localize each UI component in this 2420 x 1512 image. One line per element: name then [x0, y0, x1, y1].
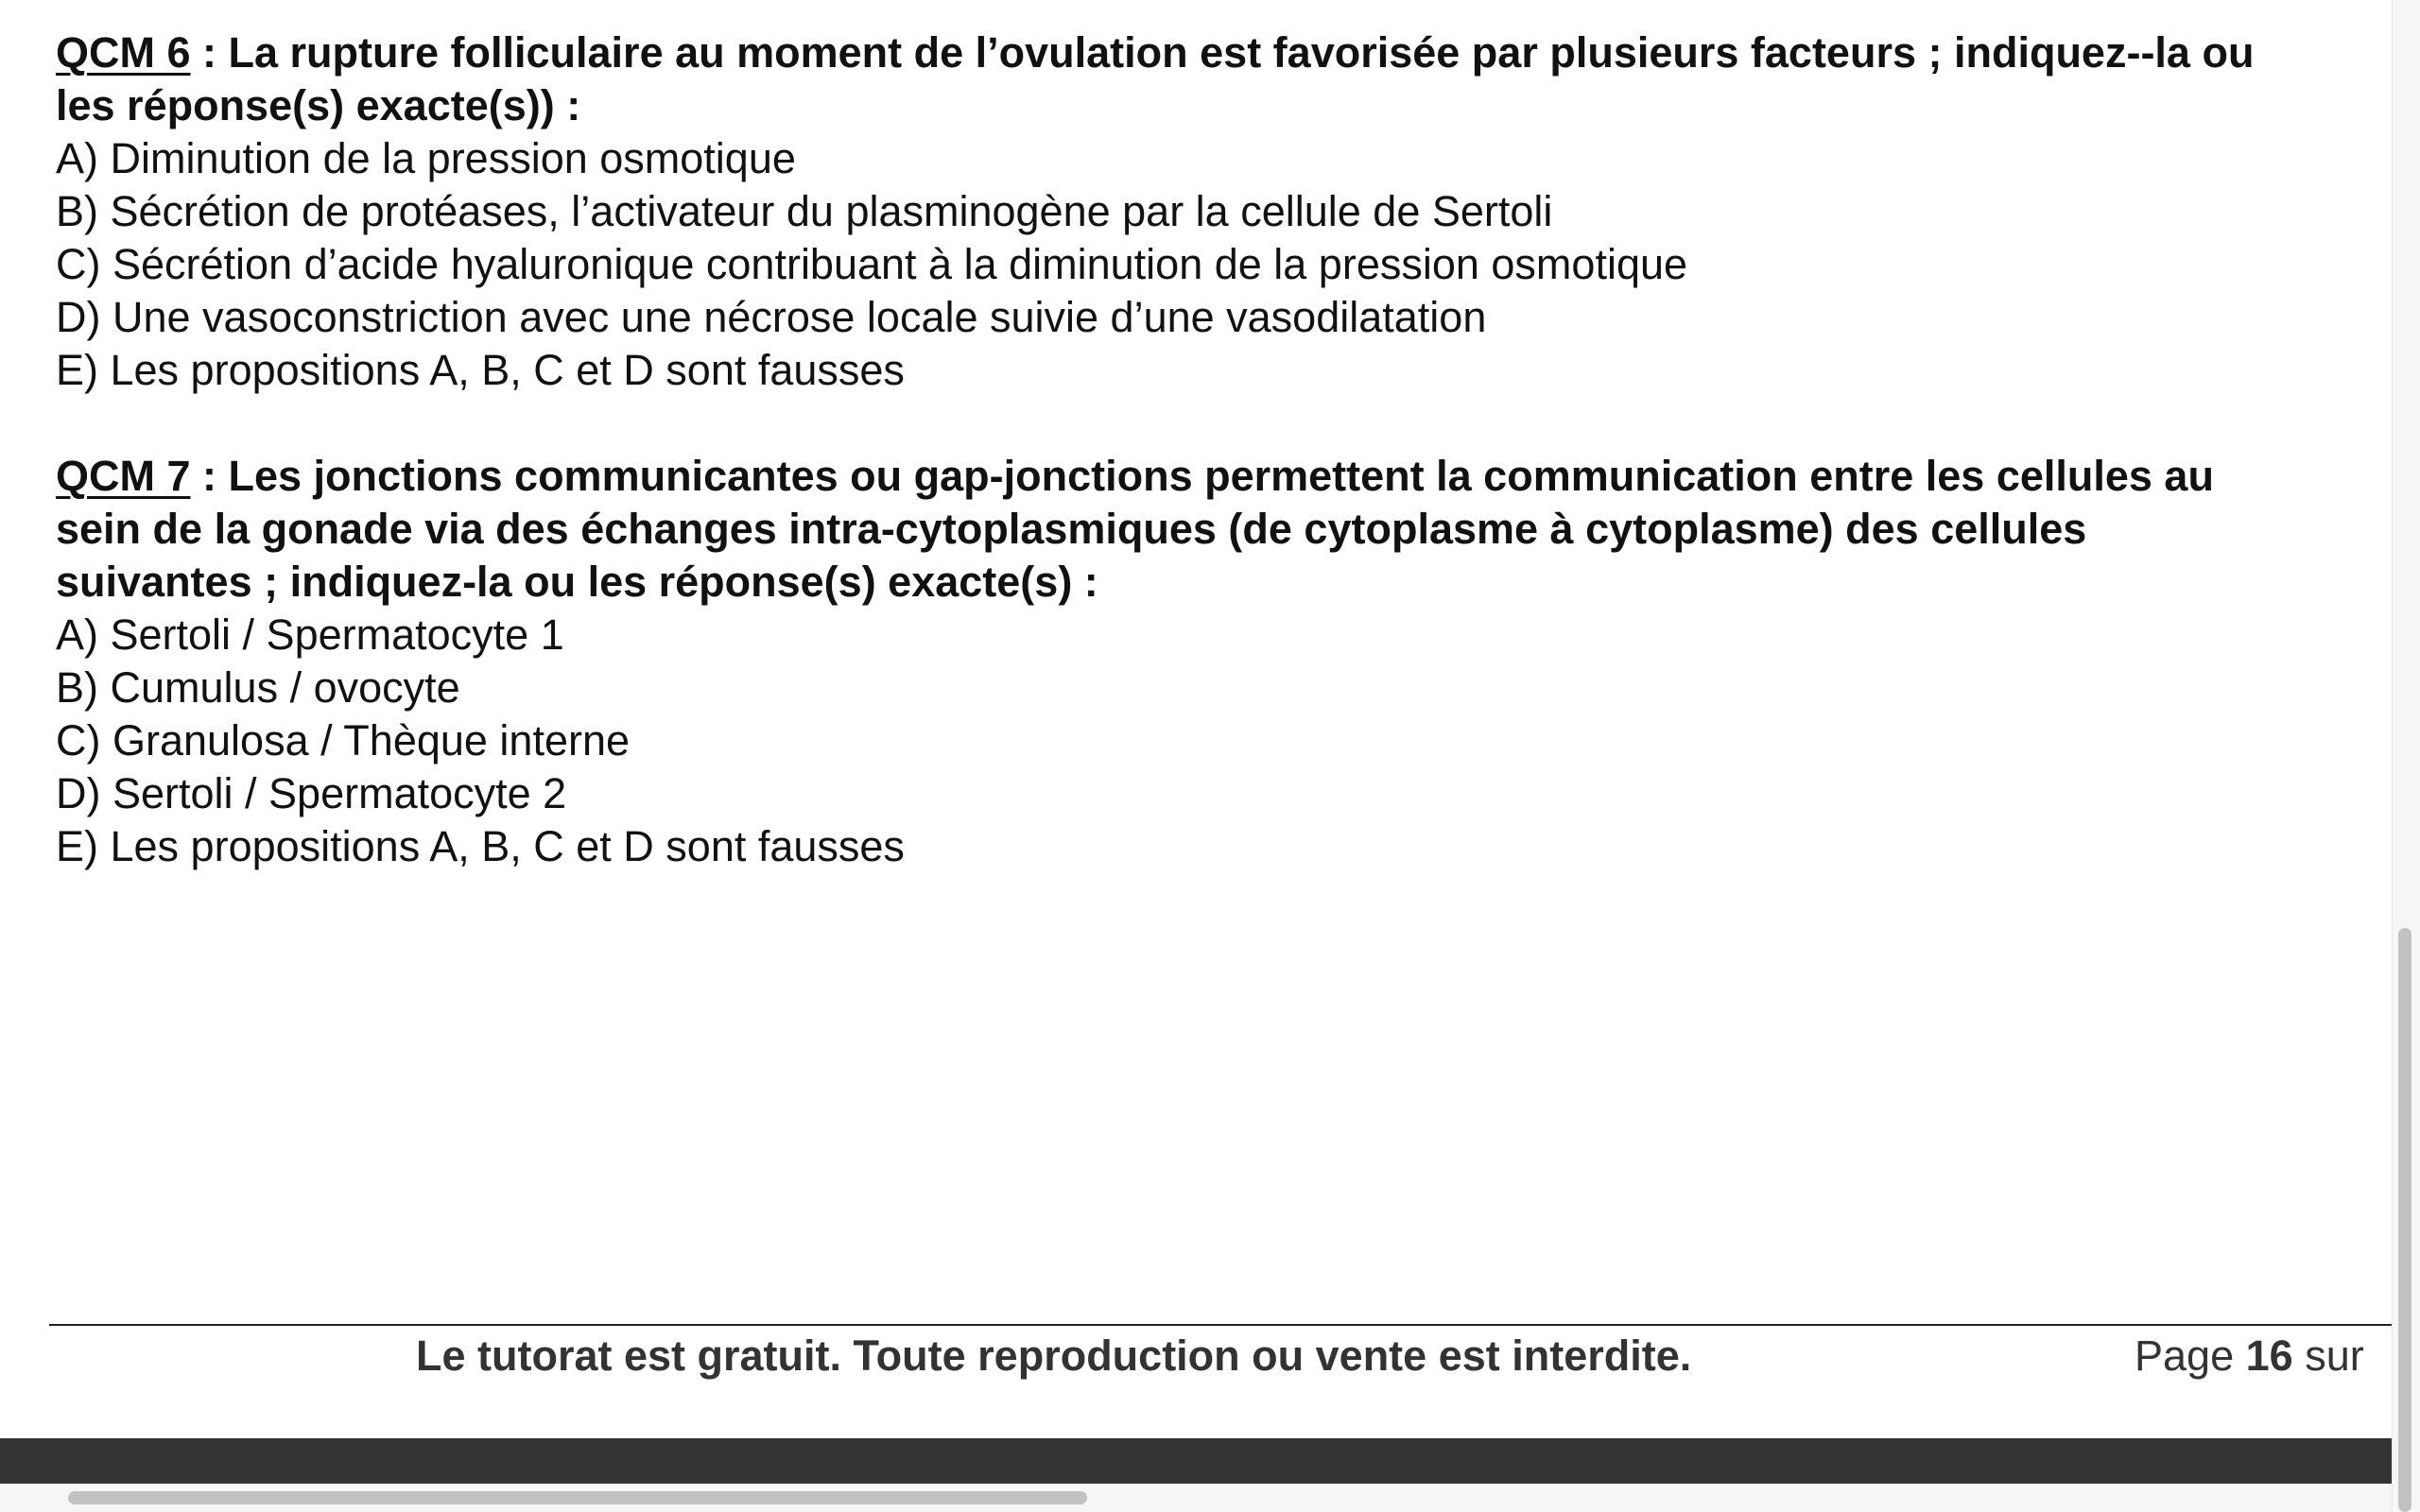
vertical-scrollbar-thumb[interactable]: [2398, 928, 2411, 1512]
page-content: [56, 26, 2392, 873]
qcm-6-options: [56, 132, 2392, 397]
qcm-7-question-text-1: : Les jonctions communicantes ou gap-jonctions permettent la communication entre les cellules au: [190, 452, 2214, 500]
qcm-7-question-line-1: [56, 450, 2392, 503]
footer-page-number: 16: [2245, 1332, 2293, 1380]
qcm-6-option-d: D) Une vasoconstriction avec une nécrose locale suivie d’une vasodilatation: [56, 293, 1487, 341]
footer-divider: [49, 1324, 2392, 1326]
footer-page-suffix: sur: [2305, 1332, 2364, 1380]
page-gap-band: [0, 1438, 2392, 1484]
qcm-7-number: QCM 7: [56, 452, 191, 500]
qcm-7-option-c: C) Granulosa / Thèque interne: [56, 716, 631, 765]
footer-page-indicator: [2135, 1329, 2364, 1383]
qcm-6-option-a: A) Diminution de la pression osmotique: [56, 134, 796, 182]
qcm-7-option-e: E) Les propositions A, B, C et D sont fausses: [56, 822, 905, 870]
horizontal-scrollbar-thumb[interactable]: [68, 1491, 1087, 1504]
qcm-6-option-e: E) Les propositions A, B, C et D sont fausses: [56, 346, 905, 394]
qcm-6-question-text-1: : La rupture folliculaire au moment de l’ovulation est favorisée par plusieurs facteurs ; indiquez--la ou: [190, 28, 2255, 77]
qcm-7-option-d: D) Sertoli / Spermatocyte 2: [56, 769, 567, 817]
qcm-6-option-c: C) Sécrétion d’acide hyaluronique contribuant à la diminution de la pression osmotique: [56, 240, 1688, 288]
qcm-7-option-b: B) Cumulus / ovocyte: [56, 663, 460, 712]
qcm-7-options: [56, 609, 2392, 873]
footer-notice: Le tutorat est gratuit. Toute reproduction ou vente est interdite.: [416, 1332, 1692, 1380]
qcm-6-question: [56, 26, 2392, 132]
qcm-6-option-b: B) Sécrétion de protéases, l’activateur du plasminogène par la cellule de Sertoli: [56, 187, 1553, 235]
qcm-7-question-line-2: sein de la gonade via des échanges intra-cytoplasmiques (de cytoplasme à cytoplasme) des cellules: [56, 505, 2087, 553]
qcm-6-question-line-1: [56, 26, 2392, 79]
qcm-6-question-line-2: les réponse(s) exacte(s)) :: [56, 81, 581, 129]
qcm-7: [56, 450, 2392, 873]
qcm-7-question: [56, 450, 2392, 609]
qcm-6-number: QCM 6: [56, 28, 191, 77]
footer-page-prefix: Page: [2135, 1332, 2235, 1380]
qcm-7-question-line-3: suivantes ; indiquez-la ou les réponse(s) exacte(s) :: [56, 558, 1098, 606]
qcm-7-option-a: A) Sertoli / Spermatocyte 1: [56, 610, 564, 659]
qcm-6: [56, 26, 2392, 397]
